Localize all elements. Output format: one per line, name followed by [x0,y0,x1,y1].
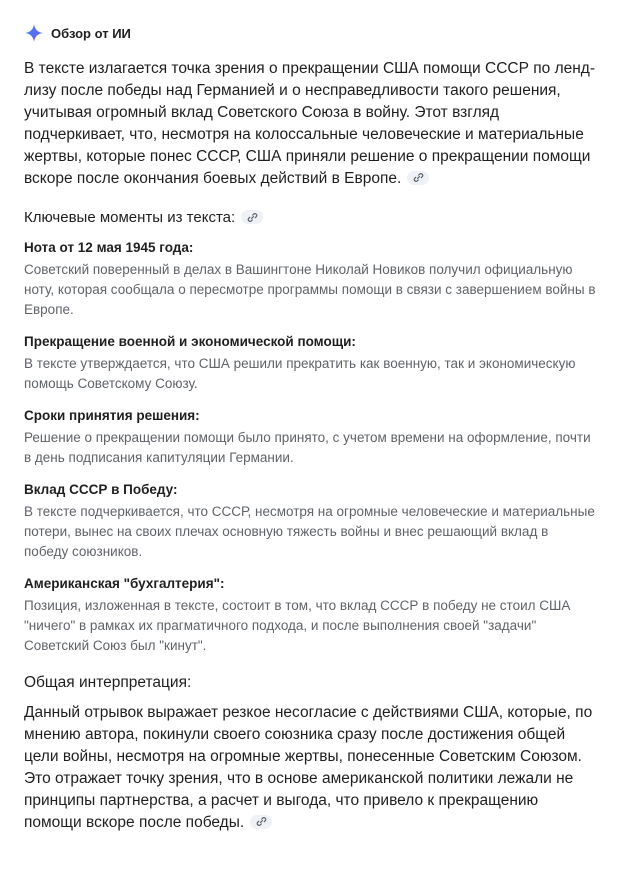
key-point-body: В тексте подчеркивается, что СССР, несмотря на огромные человеческие и материальные потери, вынес на своих плечах основную тяжесть войны и внес решающий вклад в победу союзников. [24,504,595,559]
link-icon [256,816,267,827]
source-link-chip[interactable] [407,171,429,185]
sparkle-icon [24,23,44,43]
key-point-item [24,480,596,562]
key-points-heading-text: Ключевые моменты из текста: [24,209,236,226]
key-point-item [24,238,596,320]
link-icon [413,172,424,183]
key-point-body: Советский поверенный в делах в Вашингтоне Николай Новиков получил официальную ноту, которая сообщала о пересмотре программы помощи в связи с завершением войны в Европе. [24,262,596,317]
ai-overview-header [24,22,596,44]
key-points-heading [24,208,596,228]
summary-text: В тексте излагается точка зрения о прекращении США помощи СССР по ленд-лизу после победы над Германией и о несправедливости такого решения, учитывая огромный вклад Советского Союза в войну. Этот взгляд подчеркивает, что, несмотря на колоссальные человеческие и материальные жертвы, которые понес СССР, США приняли решение о прекращении помощи вскоре после окончания боевых действий в Европе. [24,60,596,187]
link-icon [247,212,258,223]
key-point-title: Вклад СССР в Победу: [24,482,178,497]
ai-overview-title: Обзор от ИИ [51,25,131,41]
key-point-item [24,332,596,394]
source-link-chip[interactable] [241,210,263,224]
key-point-title: Нота от 12 мая 1945 года: [24,240,194,255]
key-point-body: В тексте утверждается, что США решили прекратить как военную, так и экономическую помощь Советскому Союзу. [24,356,576,391]
source-link-chip[interactable] [250,815,272,829]
key-point-body: Позиция, изложенная в тексте, состоит в том, что вклад СССР в победу не стоил США "ничего" в рамках их прагматичного подхода, и после выполнения своей "задачи" Советский Союз был "кинут". [24,598,571,653]
interpretation-paragraph [24,702,596,834]
key-point-body: Решение о прекращении помощи было принято, с учетом времени на оформление, почти в день подписания капитуляции Германии. [24,430,591,465]
interpretation-text: Данный отрывок выражает резкое несогласие с действиями США, которые, по мнению автора, покинули своего союзника сразу после достижения общей цели войны, несмотря на огромные жертвы, понесенные Советским Союзом. Это отражает точку зрения, что в основе американской политики лежали не принципы партнерства, а расчет и выгода, что привело к прекращению помощи вскоре после победы. [24,704,593,831]
key-point-title: Американская "бухгалтерия": [24,576,225,591]
key-point-title: Прекращение военной и экономической помощи: [24,334,356,349]
interpretation-heading: Общая интерпретация: [24,674,192,691]
key-point-item [24,574,596,656]
key-point-item [24,406,596,468]
summary-paragraph [24,58,596,190]
key-point-title: Сроки принятия решения: [24,408,200,423]
